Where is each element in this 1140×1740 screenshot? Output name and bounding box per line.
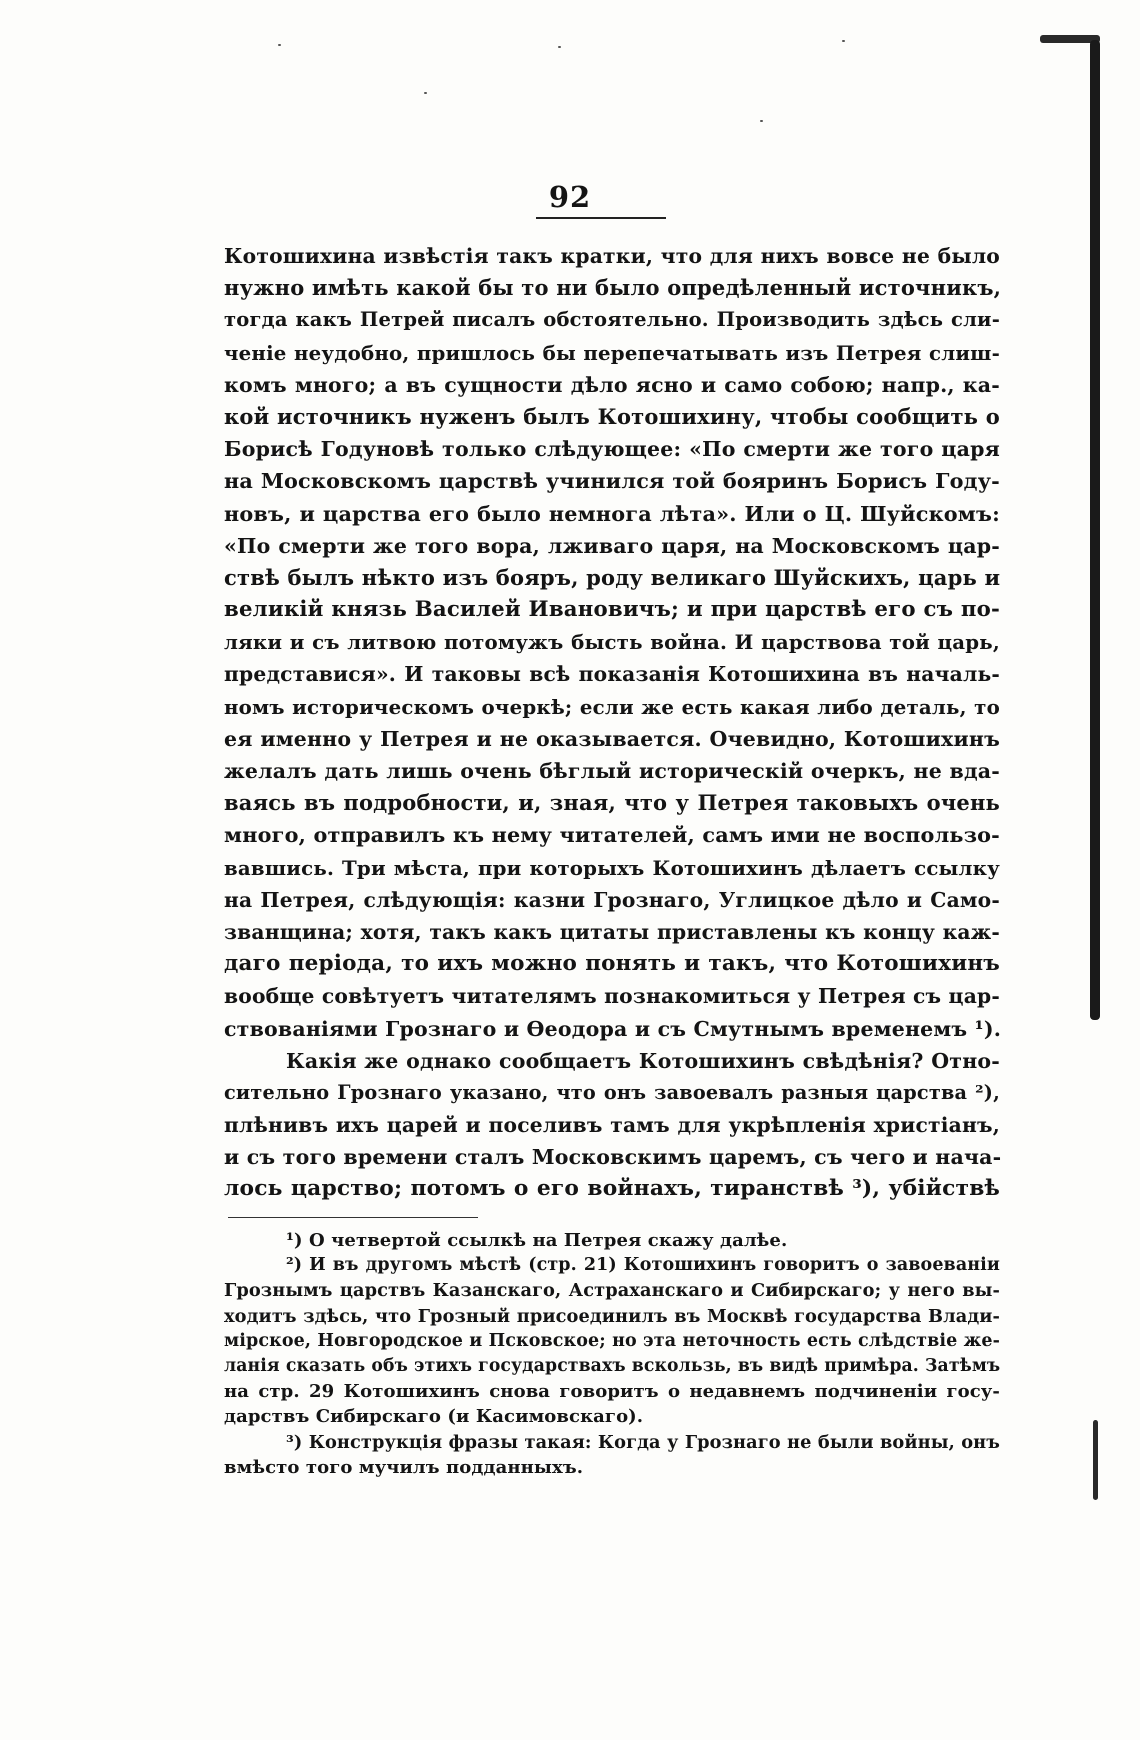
body-line: вообще совѣтуетъ читателямъ познакомиться у Петрея съ цар-	[224, 984, 1000, 1009]
body-line: представися». И таковы всѣ показанія Котошихина въ началь-	[224, 662, 1000, 687]
footnote-line: ³) Конструкція фразы такая: Когда у Грознаго не были войны, онъ	[286, 1431, 1000, 1453]
body-line: на Петрея, слѣдующія: казни Грознаго, Углицкое дѣло и Само-	[224, 887, 1000, 912]
body-line: номъ историческомъ очеркѣ; если же есть какая либо деталь, то	[224, 694, 1000, 719]
body-line: лось царство; потомъ о его войнахъ, тиранствѣ ³), убійствѣ	[224, 1176, 1000, 1202]
body-line: много, отправилъ къ нему читателей, самъ ими не воспользо-	[224, 823, 1000, 848]
body-line: «По смерти же того вора, лживаго царя, на Московскомъ цар-	[224, 533, 1000, 558]
body-line: ствованіями Грознаго и Ѳеодора и съ Смутнымъ временемъ ¹).	[224, 1016, 1002, 1041]
scan-speck	[760, 120, 763, 122]
body-line: новъ, и царства его было немнога лѣта». Или о Ц. Шуйскомъ:	[224, 501, 1000, 526]
footnote-line: ходитъ здѣсь, что Грозный присоединилъ въ Москвѣ государства Влади-	[224, 1305, 1000, 1327]
body-line: плѣнивъ ихъ царей и поселивъ тамъ для укрѣпленія христіанъ,	[224, 1113, 1000, 1138]
body-line: на Московскомъ царствѣ учинился той бояринъ Борисъ Году-	[224, 469, 1000, 494]
scan-speck	[558, 46, 561, 48]
body-line: даго періода, то ихъ можно понять и такъ, что Котошихинъ	[224, 951, 1000, 977]
footnote-line: мірское, Новгородское и Псковское; но эта неточность есть слѣдствіе же-	[224, 1330, 1000, 1351]
footnote-line: ланія сказать объ этихъ государствахъ вскользь, въ видѣ примѣра. Затѣмъ	[224, 1355, 1001, 1376]
footnote-line: Грознымъ царствъ Казанскаго, Астраханскаго и Сибирскаго; у него вы-	[224, 1280, 1000, 1302]
body-line: великій князь Василей Ивановичъ; и при царствѣ его съ по-	[224, 597, 1000, 623]
body-line: ваясь въ подробности, и, зная, что у Петрея таковыхъ очень	[224, 790, 1000, 816]
body-line: кой источникъ нуженъ былъ Котошихину, чтобы сообщить о	[224, 403, 1000, 429]
body-line: тогда какъ Петрей писалъ обстоятельно. Производить здѣсь сли-	[224, 308, 1000, 332]
body-line: желалъ дать лишь очень бѣглый историческій очеркъ, не вда-	[224, 759, 1000, 783]
body-line: Борисѣ Годуновѣ только слѣдующее: «По смерти же того царя	[224, 437, 1000, 462]
body-line: нужно имѣть какой бы то ни было опредѣленный источникъ,	[224, 275, 1002, 301]
footnote-line: вмѣсто того мучилъ подданныхъ.	[224, 1456, 584, 1478]
scan-speck	[424, 92, 427, 94]
binding-edge-mark	[1093, 1420, 1098, 1500]
body-text	[224, 240, 1000, 1206]
page-number: 92	[548, 180, 592, 214]
footnotes	[224, 1228, 1000, 1480]
footnote-rule	[228, 1217, 478, 1218]
footnote-line: дарствъ Сибирскаго (и Касимовскаго).	[224, 1406, 644, 1428]
body-line: вавшись. Три мѣста, при которыхъ Котошихинъ дѣлаетъ ссылку	[224, 855, 1000, 880]
body-line: комъ много; а въ сущности дѣло ясно и само собою; напр., ка-	[224, 372, 1000, 397]
body-line: ляки и съ литвою потомужъ бысть война. И царствова той царь,	[224, 630, 1000, 655]
body-line: ченіе неудобно, пришлось бы перепечатывать изъ Петрея слиш-	[224, 340, 1000, 365]
footnote-line: ²) И въ другомъ мѣстѣ (стр. 21) Котошихинъ говоритъ о завоеваніи	[286, 1255, 1000, 1276]
footnote-line: на стр. 29 Котошихинъ снова говоритъ о недавнемъ подчиненіи госу-	[224, 1381, 1000, 1403]
body-line: званщина; хотя, такъ какъ цитаты приставлены къ концу каж-	[224, 919, 1000, 944]
body-line: Котошихина извѣстія такъ кратки, что для нихъ вовсе не было	[224, 244, 1000, 268]
body-line: и съ того времени сталъ Московскимъ царемъ, съ чего и нача-	[224, 1145, 1002, 1170]
body-line: ствѣ былъ нѣкто изъ бояръ, роду великаго Шуйскихъ, царь и	[224, 564, 1001, 590]
body-line: сительно Грознаго указано, что онъ завоевалъ разныя царства ²),	[224, 1080, 1000, 1104]
footnote-line: ¹) О четвертой ссылкѣ на Петрея скажу далѣе.	[286, 1230, 788, 1251]
body-line: ея именно у Петрея и не оказывается. Очевидно, Котошихинъ	[224, 726, 1000, 751]
body-line: Какія же однако сообщаетъ Котошихинъ свѣдѣнія? Отно-	[286, 1048, 1000, 1073]
scan-speck	[842, 40, 845, 42]
scan-speck	[278, 44, 281, 46]
page-number-rule	[536, 217, 666, 219]
